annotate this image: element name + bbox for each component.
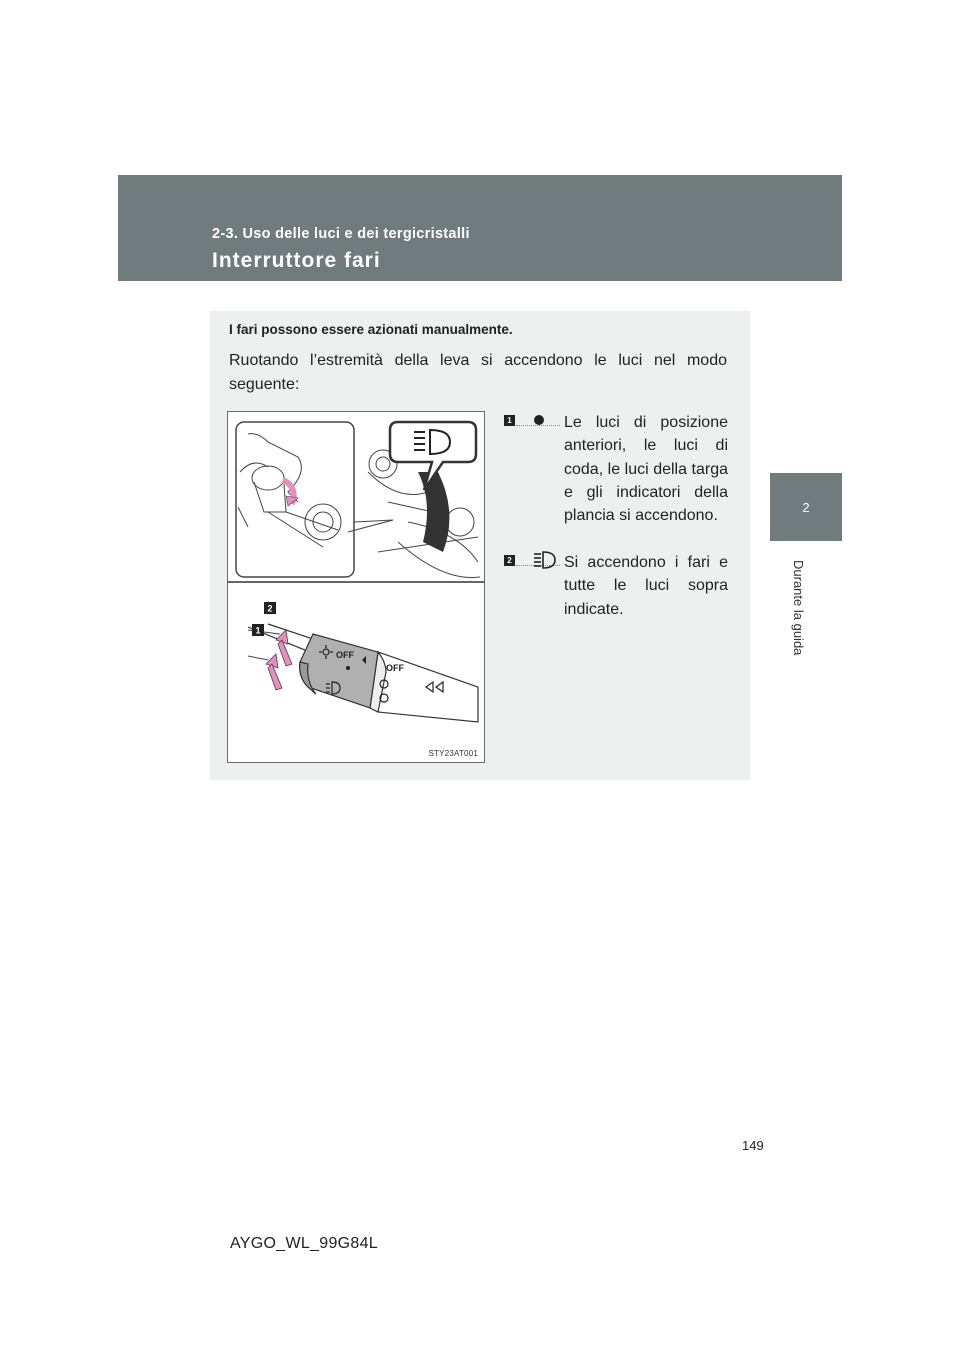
callout-2: 2 [267,603,273,614]
figure-code: STY23AT001 [428,749,478,758]
chapter-tab-label: Durante la guida [791,560,806,656]
item-1-text: Le luci di posizione anteriori, le luci di coda, le luci della targa e gli indicatori della plancia si accendono. [564,414,728,525]
content-box [210,311,750,780]
parking-lights-icon [533,413,545,431]
intro-bold: I fari possono essere azionati manualmente. [229,322,513,337]
page-title: Interruttore fari [212,249,381,272]
switch-off-label-2: OFF [386,663,404,673]
item-1-badge: 1 [504,415,515,426]
illustration-drawing [228,412,484,762]
chapter-header [118,175,842,281]
page-number: 149 [742,1138,764,1153]
headlight-icon [533,550,557,575]
model-code: AYGO_WL_99G84L [230,1235,378,1252]
headlight-switch-illustration [227,411,485,763]
section-title: 2-3. Uso delle luci e dei tergicristalli [212,226,470,242]
chapter-tab-number: 2 [802,500,810,515]
callout-1: 1 [255,625,261,636]
switch-off-label: OFF [336,650,354,660]
item-2-badge: 2 [504,555,515,566]
item-2-text: Si accendono i fari e tutte le luci sopra indicate. [564,554,728,618]
intro-text: Ruotando l’estremità della leva si accendono le luci nel modo seguente: [229,352,727,393]
chapter-tab[interactable] [770,473,842,541]
